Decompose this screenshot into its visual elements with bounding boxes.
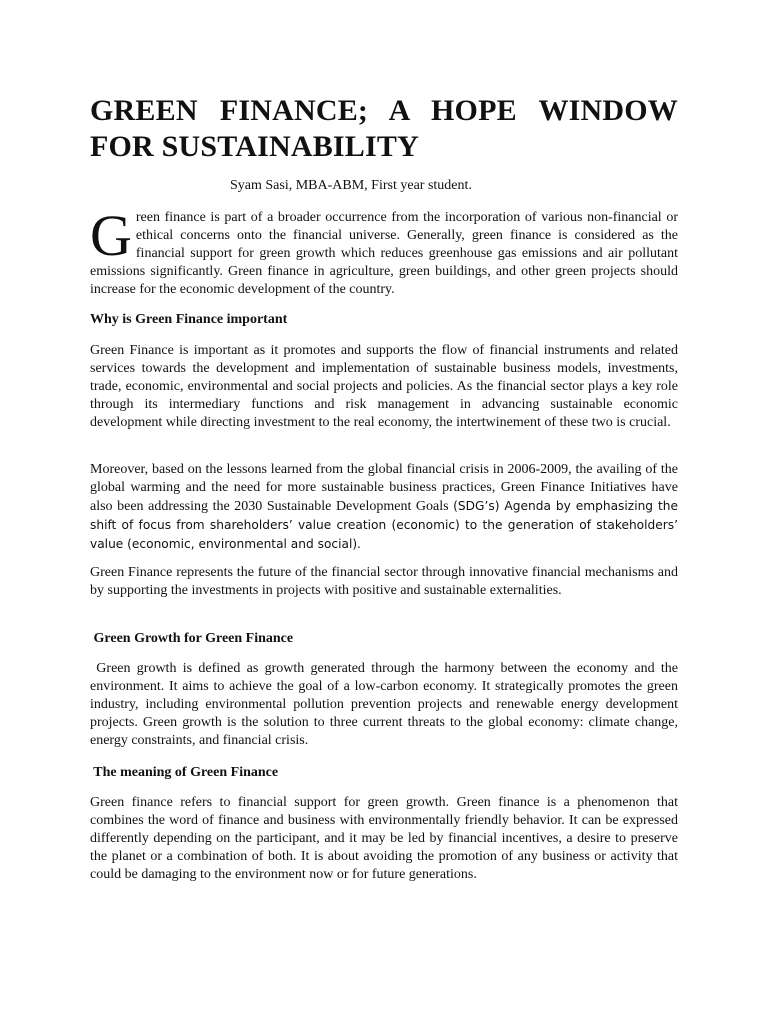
paragraph-future: Green Finance represents the future of the financial sector through innovative financial mechanisms and by supporting the investments in projects with positive and sustainable externalities. [90, 565, 678, 598]
paragraph-moreover-sdg-text: (SDG’s) Agenda by emphasizing the shift of focus from shareholders’ value creation (economic) to the generation of stakeholders’ value (economic, environmental and social) [90, 499, 678, 551]
section-heading-why-important: Why is Green Finance important [90, 312, 288, 327]
intro-text: reen finance is part of a broader occurrence from the incorporation of various non-financial or ethical concerns onto the financial universe. Generally, green finance is considered as the financial support for green growth which reduces greenhouse gas emissions and air pollutant emissions significantly. Green finance in agriculture, green buildings, and other green projects should increase for the economic development of the country. [90, 210, 678, 297]
intro-paragraph [90, 203, 678, 299]
document-title [90, 93, 678, 165]
paragraph-moreover-text: Moreover, based on the lessons learned from the global financial crisis in 2006-2009, the availing of the global warming and the need for more sustainable business practices, Green Finance Initiatives have also been addressing the 2030 Sustainable Development Goals [90, 462, 678, 514]
section-heading-green-growth: Green Growth for Green Finance [90, 631, 294, 646]
dropcap-letter: G [90, 203, 132, 268]
paragraph-meaning: Green finance refers to financial support for green growth. Green finance is a phenomenon that combines the word of finance and business with environmentally friendly behavior. It can be expressed differently depending on the participant, and it may be led by financial incentives, a desire to preserve the planet or a combination of both. It is about avoiding the promotion of any business or activity that could be damaging to the environment now or for future generations. [90, 795, 678, 882]
document-title-line2: FOR SUSTAINABILITY [90, 130, 419, 163]
section-heading-meaning: The meaning of Green Finance [90, 765, 279, 780]
paragraph-moreover [90, 461, 678, 554]
paragraph-moreover-end: . [357, 537, 361, 552]
author-line: Syam Sasi, MBA-ABM, First year student. [230, 178, 472, 193]
paragraph-importance: Green Finance is important as it promotes and supports the flow of financial instruments and related services towards the development and implementation of sustainable business models, investments, trade, economic, environmental and social projects and policies. As the financial sector plays a key role through its intermediary functions and risk management in advancing sustainable economic development while directing investment to the real economy, the intertwinement of these two is crucial. [90, 343, 678, 430]
paragraph-green-growth: Green growth is defined as growth generated through the harmony between the economy and the environment. It aims to achieve the goal of a low-carbon economy. It strategically promotes the green industry, including environmental pollution prevention projects and renewable energy development projects. Green growth is the solution to three current threats to the global economy: climate change, energy constraints, and financial crisis. [90, 661, 685, 748]
document-title-line1: GREEN FINANCE; A HOPE WINDOW [90, 94, 678, 127]
